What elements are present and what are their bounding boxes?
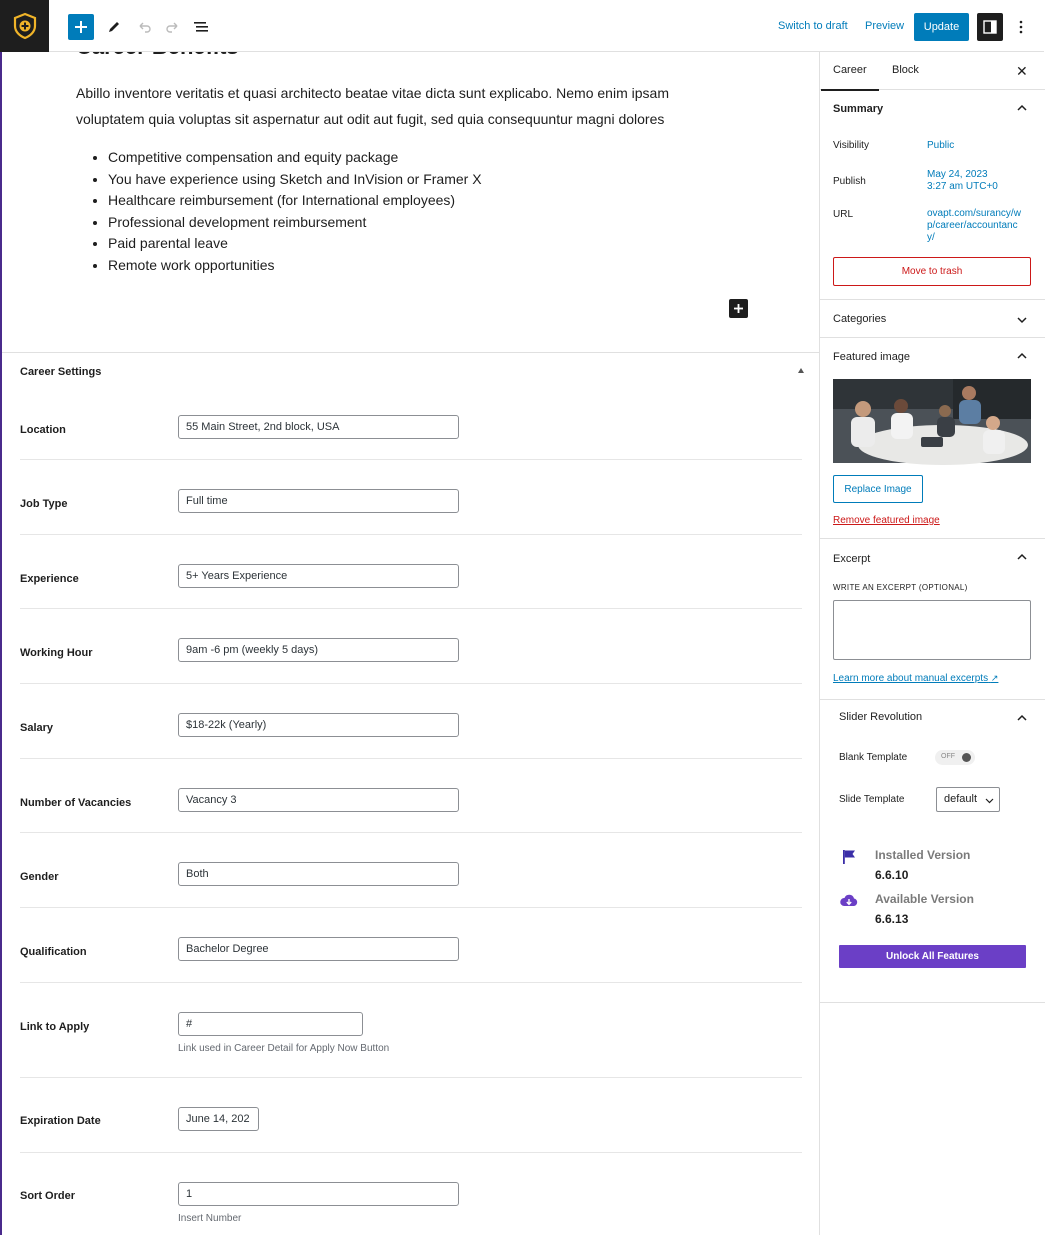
publish-date-value[interactable]: [927, 169, 1027, 193]
plus-icon: [74, 20, 88, 34]
vacancies-input[interactable]: Vacancy 3: [178, 788, 459, 812]
list-item[interactable]: • Professional development reimbursement: [108, 212, 482, 234]
document-overview-button[interactable]: [188, 14, 214, 40]
field-row-sort-order: [20, 1153, 802, 1243]
field-label: Job Type: [20, 498, 68, 510]
list-item[interactable]: • Remote work opportunities: [108, 255, 482, 277]
options-menu-button[interactable]: [1014, 16, 1028, 38]
divider: [820, 538, 1045, 539]
block-inserter-button[interactable]: [729, 299, 748, 318]
visibility-value[interactable]: Public: [927, 140, 955, 151]
career-settings-panel: [2, 352, 821, 1224]
field-row-experience: [20, 535, 802, 609]
plus-icon: [733, 303, 744, 314]
chevron-up-icon[interactable]: [1016, 102, 1028, 114]
excerpt-textarea[interactable]: [833, 600, 1031, 660]
publish-label: Publish: [833, 176, 866, 187]
redo-icon: [165, 19, 181, 35]
list-item[interactable]: • Competitive compensation and equity package: [108, 147, 482, 169]
more-vertical-icon: [1019, 20, 1023, 34]
site-logo[interactable]: [0, 0, 49, 52]
slide-template-label: Slide Template: [839, 794, 905, 805]
visibility-label: Visibility: [833, 140, 869, 151]
field-row-working-hour: [20, 609, 802, 684]
add-block-button[interactable]: [68, 14, 94, 40]
chevron-up-icon[interactable]: [1016, 350, 1028, 362]
list-item[interactable]: • Healthcare reimbursement (for International employees): [108, 190, 482, 212]
slider-revolution-title[interactable]: Slider Revolution: [839, 711, 923, 723]
excerpt-field-label: WRITE AN EXCERPT (OPTIONAL): [833, 583, 968, 592]
field-label: Experience: [20, 573, 79, 585]
field-row-job-type: [20, 460, 802, 535]
divider: [820, 337, 1045, 338]
preview-button[interactable]: Preview: [865, 20, 905, 32]
divider: [820, 299, 1045, 300]
link-to-apply-input[interactable]: #: [178, 1012, 363, 1036]
collapse-caret-icon[interactable]: [798, 368, 804, 373]
slide-template-select[interactable]: [936, 787, 1000, 812]
field-label: Qualification: [20, 946, 87, 958]
publish-date: May 24, 2023: [927, 169, 988, 180]
editor-canvas: [0, 52, 819, 1235]
flag-icon: [840, 848, 858, 866]
redo-button[interactable]: [160, 14, 186, 40]
switch-to-draft-button[interactable]: Switch to draft: [778, 20, 848, 32]
pencil-icon: [106, 19, 122, 35]
settings-sidebar: [819, 52, 1044, 1235]
field-help-text: Link used in Career Detail for Apply Now Button: [178, 1043, 390, 1054]
undo-icon: [136, 19, 152, 35]
publish-time: 3:27 am UTC+0: [927, 181, 998, 192]
field-label: Gender: [20, 871, 59, 883]
available-version-title: Available Version: [875, 892, 974, 906]
list-item[interactable]: • Paid parental leave: [108, 233, 482, 255]
move-to-trash-button[interactable]: Move to trash: [833, 257, 1031, 286]
field-label: Number of Vacancies: [20, 797, 132, 809]
update-button[interactable]: Update: [914, 13, 969, 41]
chevron-up-icon[interactable]: [1016, 712, 1028, 724]
blank-template-label: Blank Template: [839, 752, 908, 763]
job-type-input[interactable]: Full time: [178, 489, 459, 513]
sort-order-input[interactable]: 1: [178, 1182, 459, 1206]
available-version-number: 6.6.13: [875, 912, 909, 926]
field-label: Sort Order: [20, 1190, 76, 1202]
editor-top-bar: [0, 0, 1044, 52]
sidebar-tabs: [820, 52, 1045, 90]
settings-panel-toggle[interactable]: [977, 13, 1003, 41]
learn-more-excerpts-label: Learn more about manual excerpts: [833, 673, 989, 684]
field-row-gender: [20, 833, 802, 908]
field-label: Working Hour: [20, 647, 93, 659]
url-label: URL: [833, 209, 854, 220]
gender-input[interactable]: Both: [178, 862, 459, 886]
qualification-input[interactable]: Bachelor Degree: [178, 937, 459, 961]
undo-button[interactable]: [131, 14, 157, 40]
field-row-expiration-date: [20, 1078, 802, 1153]
learn-more-excerpts-link[interactable]: [833, 673, 998, 684]
toggle-state: OFF: [941, 753, 955, 760]
field-label: Link to Apply: [20, 1021, 90, 1033]
field-row-vacancies: [20, 759, 802, 833]
field-row-salary: [20, 684, 802, 759]
divider: [820, 1002, 1045, 1003]
benefits-list[interactable]: [108, 147, 482, 277]
edit-tool-button[interactable]: [101, 14, 127, 40]
field-label: Location: [20, 424, 66, 436]
featured-image-preview[interactable]: [833, 379, 1031, 463]
list-item[interactable]: • You have experience using Sketch and InVision or Framer X: [108, 169, 482, 191]
tab-block[interactable]: Block: [892, 64, 919, 76]
close-icon[interactable]: ✕: [1016, 63, 1028, 79]
field-row-link-to-apply: [20, 983, 802, 1078]
chevron-up-icon[interactable]: [1016, 551, 1028, 563]
external-link-icon: ↗: [990, 673, 999, 683]
tab-career[interactable]: Career: [833, 64, 867, 76]
toggle-knob: [962, 753, 971, 762]
blank-template-toggle[interactable]: [935, 750, 975, 765]
working-hour-input[interactable]: 9am -6 pm (weekly 5 days): [178, 638, 459, 662]
field-label: Expiration Date: [20, 1115, 101, 1127]
expiration-date-input[interactable]: June 14, 202: [178, 1107, 259, 1131]
shield-logo-icon: [11, 12, 39, 40]
summary-title[interactable]: Summary: [833, 103, 884, 115]
sidebar-toggle-icon: [983, 20, 997, 34]
categories-title[interactable]: Categories: [833, 313, 887, 325]
chevron-down-icon[interactable]: [1016, 314, 1028, 326]
content-paragraph[interactable]: Abillo inventore veritatis et quasi architecto beatae vitae dicta sunt explicabo. Nemo enim ipsam voluptatem quia voluptas sit aspernatur aut odit aut fugit, sed quia consequuntur magni dolores: [76, 85, 669, 127]
meeting-photo-icon: [833, 379, 1031, 463]
installed-version-number: 6.6.10: [875, 868, 909, 882]
remove-featured-image-link[interactable]: Remove featured image: [833, 515, 940, 526]
featured-image-title[interactable]: Featured image: [833, 351, 911, 363]
field-help-text: Insert Number: [178, 1213, 242, 1224]
divider: [820, 699, 1045, 700]
chevron-down-icon: [985, 796, 994, 805]
field-label: Salary: [20, 722, 54, 734]
career-settings-title: Career Settings: [20, 366, 102, 378]
salary-input[interactable]: $18-22k (Yearly): [178, 713, 459, 737]
list-view-icon: [192, 19, 210, 35]
experience-input[interactable]: 5+ Years Experience: [178, 564, 459, 588]
url-value[interactable]: ovapt.com/surancy/wp/career/accountancy/: [927, 208, 1021, 243]
field-row-qualification: [20, 908, 802, 983]
installed-version-title: Installed Version: [875, 848, 971, 862]
location-input[interactable]: 55 Main Street, 2nd block, USA: [178, 415, 459, 439]
excerpt-title[interactable]: Excerpt: [833, 553, 871, 565]
field-row-location: [20, 396, 802, 460]
slide-template-value: default: [944, 793, 978, 805]
replace-image-button[interactable]: Replace Image: [833, 475, 923, 503]
unlock-all-features-button[interactable]: Unlock All Features: [839, 945, 1026, 968]
cloud-download-icon: [840, 892, 858, 910]
